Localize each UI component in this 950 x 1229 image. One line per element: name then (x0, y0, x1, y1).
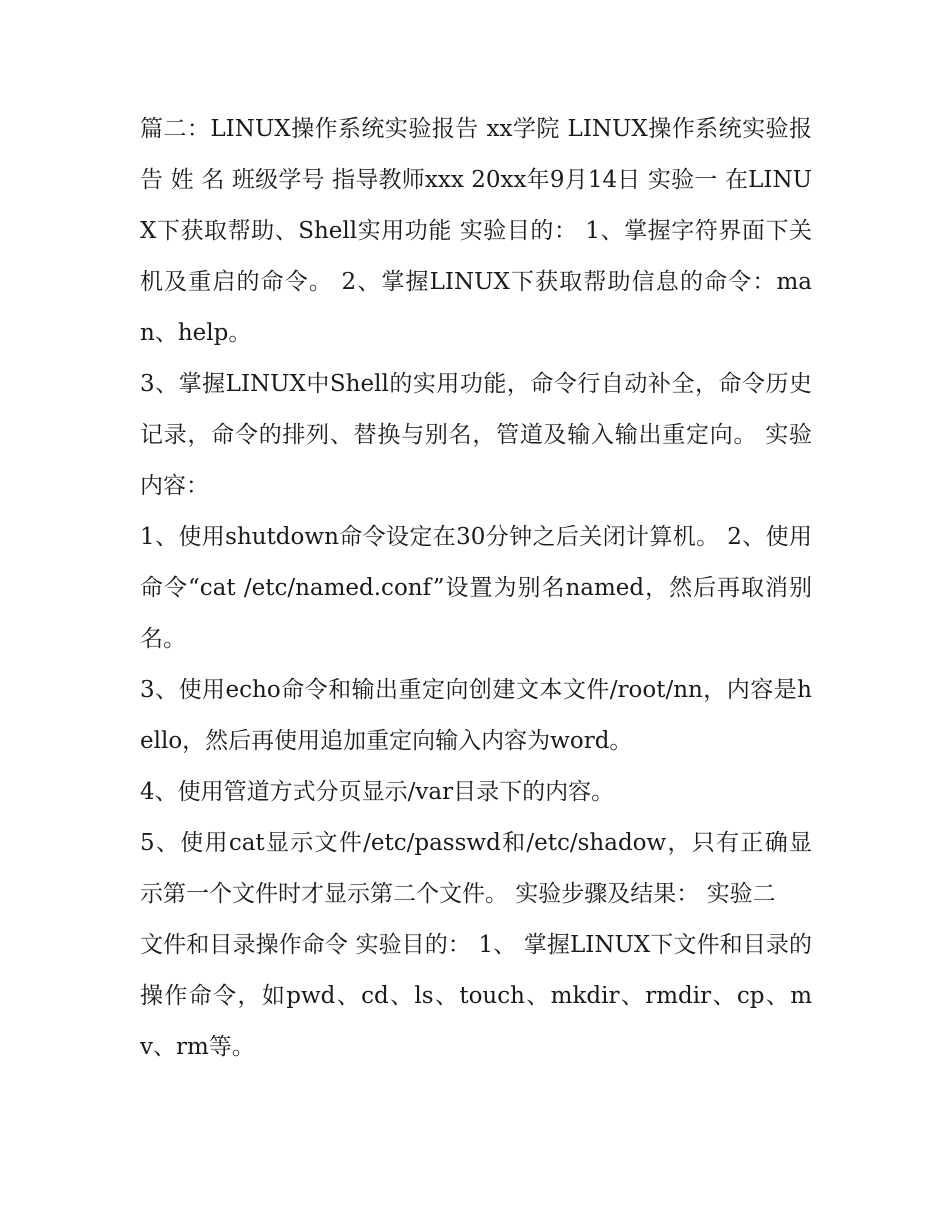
paragraph-content-4: 4、使用管道方式分页显示/var目录下的内容。 (140, 779, 615, 805)
paragraph-intro: 篇二：LINUX操作系统实验报告 xx学院 LINUX操作系统实验报告 姓 名 班级学号 指导教师xxx 20xx年9月14日 实验一 在LINUX下获取帮助、Shell实用功能 实验目的： 1、掌握字符界面下关机及重启的命令。 2、掌握LINUX下获取帮助信息的命令：man、help。 (140, 116, 812, 346)
paragraph-content-3: 3、使用echo命令和输出重定向创建文本文件/root/nn，内容是hello，然后再使用追加重定向输入内容为word。 (140, 677, 812, 754)
document-body (140, 104, 812, 1073)
paragraph-content-5: 5、使用cat显示文件/etc/passwd和/etc/shadow，只有正确显示第一个文件时才显示第二个文件。 实验步骤及结果： 实验二 (140, 830, 812, 907)
paragraph-experiment-2: 文件和目录操作命令 实验目的： 1、 掌握LINUX下文件和目录的操作命令，如pwd、cd、ls、touch、mkdir、rmdir、cp、mv、rm等。 (140, 932, 812, 1060)
paragraph-content-1-2: 1、使用shutdown命令设定在30分钟之后关闭计算机。 2、使用命令“cat /etc/named.conf”设置为别名named，然后再取消别名。 (140, 524, 812, 652)
paragraph-objective-3: 3、掌握LINUX中Shell的实用功能，命令行自动补全，命令历史记录，命令的排列、替换与别名，管道及输入输出重定向。 实验内容： (140, 371, 812, 499)
